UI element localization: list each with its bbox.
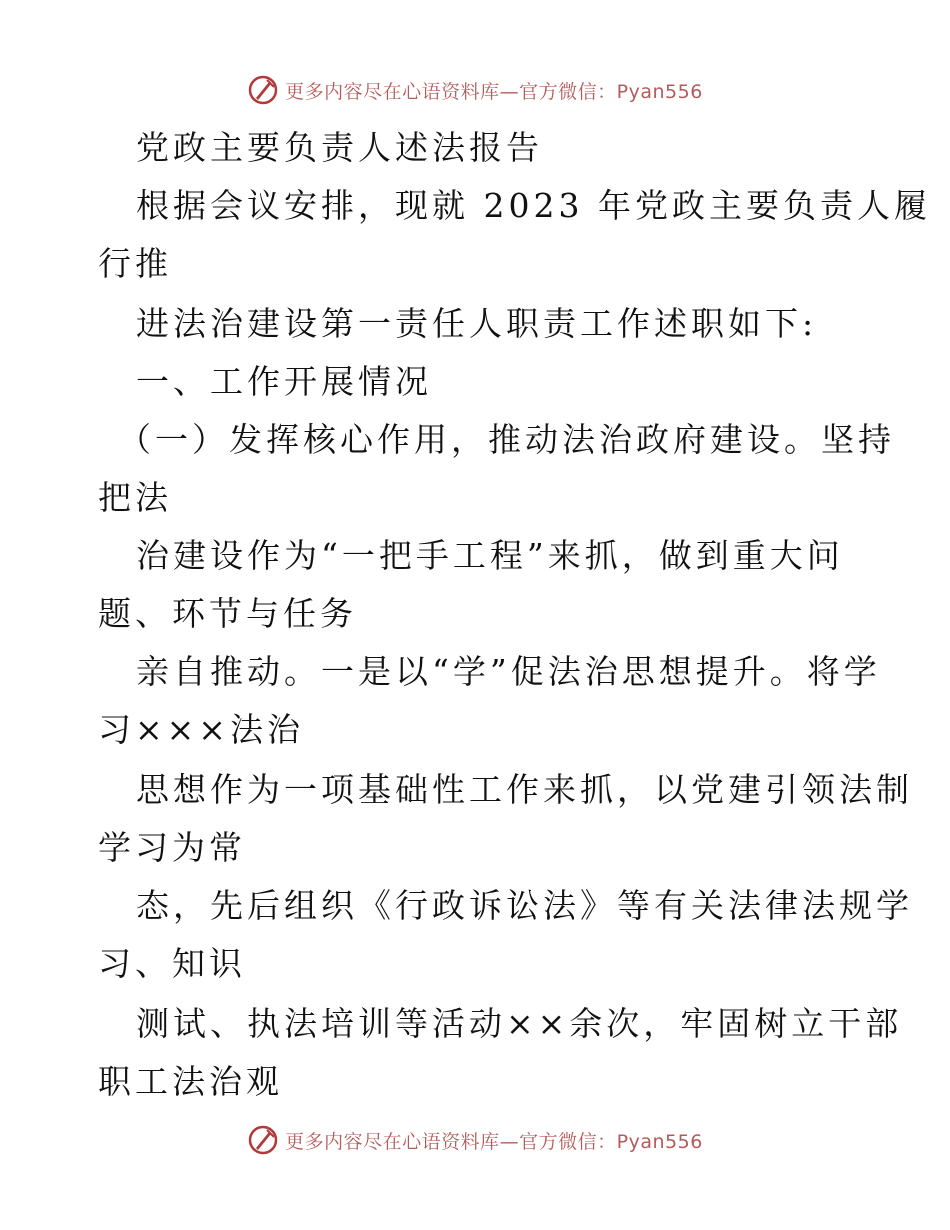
paragraph-line: 亲自推动。一是以“学”促法治思想提升。将学 bbox=[136, 652, 881, 691]
paragraph-line: 治建设作为“一把手工程”来抓，做到重大问 bbox=[136, 536, 844, 575]
section-heading: 一、工作开展情况 bbox=[136, 362, 432, 401]
paragraph-line: 进法治建设第一责任人职责工作述职如下: bbox=[136, 304, 818, 343]
footer-banner-text: 更多内容尽在心语资料库—官方微信：Pyan556 bbox=[285, 1130, 703, 1153]
subsection-heading: （一）发挥核心作用，推动法治政府建设。坚持 bbox=[118, 420, 895, 459]
paragraph-line: 测试、执法培训等活动××余次，牢固树立干部 bbox=[136, 1004, 903, 1043]
paragraph-line: 思想作为一项基础性工作来抓，以党建引领法制 bbox=[136, 770, 913, 809]
paragraph-line: 职工法治观 bbox=[98, 1062, 283, 1101]
paragraph-line: 根据会议安排，现就 2023 年党政主要负责人履 bbox=[136, 186, 931, 225]
paragraph-line: 习×××法治 bbox=[98, 710, 304, 749]
paragraph-line: 题、环节与任务 bbox=[98, 594, 357, 633]
paragraph-line: 行推 bbox=[98, 244, 172, 283]
quill-pen-logo-icon bbox=[247, 74, 279, 106]
header-banner bbox=[0, 70, 950, 110]
document-title: 党政主要负责人述法报告 bbox=[136, 128, 543, 167]
paragraph-line: 态，先后组织《行政诉讼法》等有关法律法规学 bbox=[136, 886, 913, 925]
paragraph-line: 习、知识 bbox=[98, 944, 246, 983]
header-banner-text: 更多内容尽在心语资料库—官方微信：Pyan556 bbox=[285, 80, 703, 103]
footer-banner bbox=[0, 1120, 950, 1160]
paragraph-line: 学习为常 bbox=[98, 828, 246, 867]
paragraph-line: 把法 bbox=[98, 478, 172, 517]
quill-pen-logo-icon bbox=[247, 1124, 279, 1156]
